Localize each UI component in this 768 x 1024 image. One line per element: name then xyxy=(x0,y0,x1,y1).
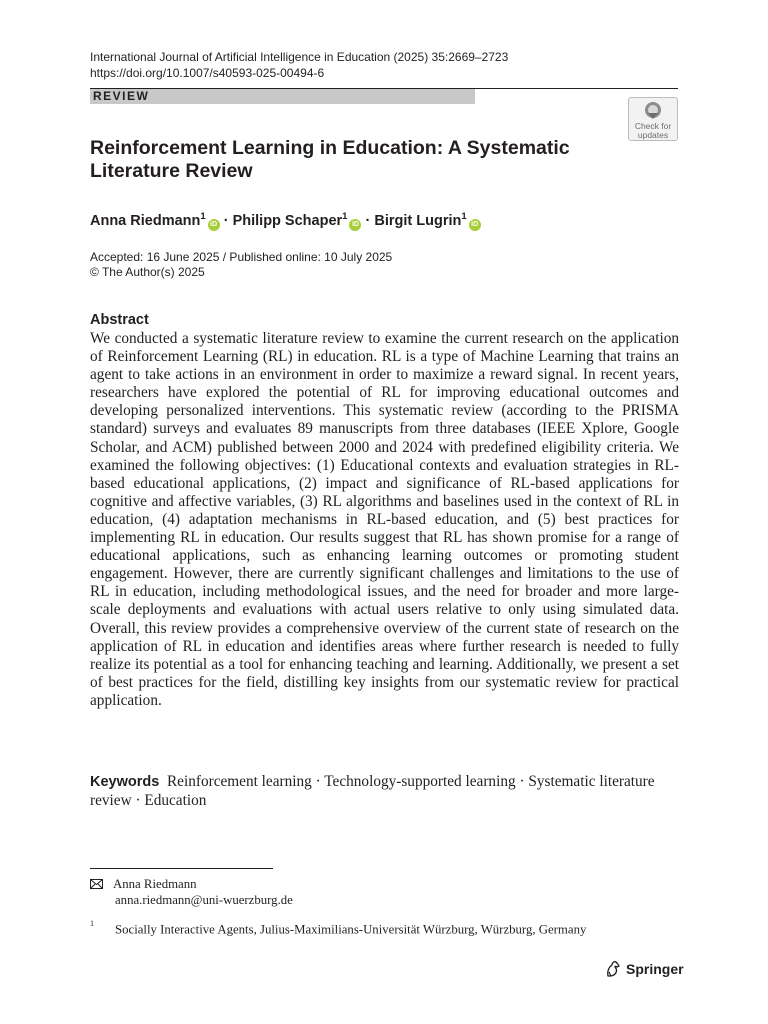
affiliation-number: 1 xyxy=(90,919,94,928)
author-affiliation-marker: 1 xyxy=(461,211,467,222)
journal-header xyxy=(90,49,508,81)
check-for-updates-badge[interactable] xyxy=(628,97,678,141)
author-separator: · xyxy=(365,212,371,229)
author-affiliation-marker: 1 xyxy=(342,211,348,222)
author-name[interactable]: Anna Riedmann xyxy=(90,212,201,229)
accepted-published-line: Accepted: 16 June 2025 / Published online: 10 July 2025 xyxy=(90,250,393,264)
author-name[interactable]: Birgit Lugrin xyxy=(374,212,462,229)
abstract-body: We conducted a systematic literature review to examine the current research on the application of Reinforcement Learning (RL) in education. RL is a type of Machine Learning that trains an agent to take actions in an environment in order to maximize a reward signal. In recent years, researchers have explored the potential of RL for improving educational outcomes and developing personalized interventions. This systematic review (according to the PRISMA standard) surveys and evaluates 89 manuscripts from three databases (IEEE Xplore, Google Scholar, and ACM) published between 2000 and 2024 with predefined eligibility criteria. We examined the following objectives: (1) Educational contexts and evaluation strategies in RL-based educational applications, (2) impact and significance of RL-based applications for cognitive and affective variables, (3) RL algorithms and baselines used in the context of RL in education, (4) adaptation mechanisms in RL-based education, and (5) best practices for implementing RL in education. Our results suggest that RL has shown promise for a range of educational applications, such as enhancing learning outcomes or promoting student engagement. However, there are currently significant challenges and limitations to the use of RL in education, including methodological issues, and the need for broader and more large-scale deployments and evaluations with actual users relative to only using simulated data. Overall, this review provides a comprehensive overview of the current state of research on the application of RL in education and identifies areas where further research is needed to fully realize its potential as a tool for enhancing teaching and learning. Additionally, we present a set of best practices for the field, distilling key insights from our systematic review for practical application. xyxy=(90,330,679,709)
orcid-icon[interactable]: iD xyxy=(208,219,220,231)
springer-horse-icon xyxy=(604,960,622,978)
author-affiliation-marker: 1 xyxy=(200,211,206,222)
corresponding-name: Anna Riedmann xyxy=(113,877,197,891)
corresponding-email[interactable]: anna.riedmann@uni-wuerzburg.de xyxy=(115,893,293,907)
section-label-bar xyxy=(90,89,475,104)
keywords-list: Reinforcement learning · Technology-supported learning · Systematic literature review · Education xyxy=(90,773,655,809)
abstract-heading: Abstract xyxy=(90,312,149,328)
check-updates-label xyxy=(629,122,677,140)
affiliation xyxy=(90,918,586,937)
paper-title: Reinforcement Learning in Education: A Systematic Literature Review xyxy=(90,137,570,182)
footnote-rule xyxy=(90,868,273,869)
publisher-name: Springer xyxy=(626,961,684,977)
publication-dates xyxy=(90,250,392,280)
orcid-icon[interactable]: iD xyxy=(469,219,481,231)
check-updates-line2: updates xyxy=(637,130,669,140)
corresponding-author xyxy=(90,876,293,908)
author-list xyxy=(90,207,481,231)
publisher-logo xyxy=(604,959,684,979)
journal-citation: International Journal of Artificial Intelligence in Education (2025) 35:2669–2723 xyxy=(90,50,509,64)
doi-link[interactable]: https://doi.org/10.1007/s40593-025-00494-6 xyxy=(90,66,325,80)
keywords-label: Keywords xyxy=(90,774,160,790)
copyright-line: © The Author(s) 2025 xyxy=(90,265,205,279)
author-separator: · xyxy=(223,212,229,229)
affiliation-text: Socially Interactive Agents, Julius-Maximilians-Universität Würzburg, Würzburg, Germany xyxy=(115,922,587,937)
envelope-icon xyxy=(90,879,103,889)
section-label: REVIEW xyxy=(93,89,150,103)
author-name[interactable]: Philipp Schaper xyxy=(232,212,343,229)
check-updates-icon xyxy=(644,101,662,121)
keywords xyxy=(90,773,679,810)
check-updates-line1: Check for xyxy=(634,121,672,131)
orcid-icon[interactable]: iD xyxy=(349,219,361,231)
